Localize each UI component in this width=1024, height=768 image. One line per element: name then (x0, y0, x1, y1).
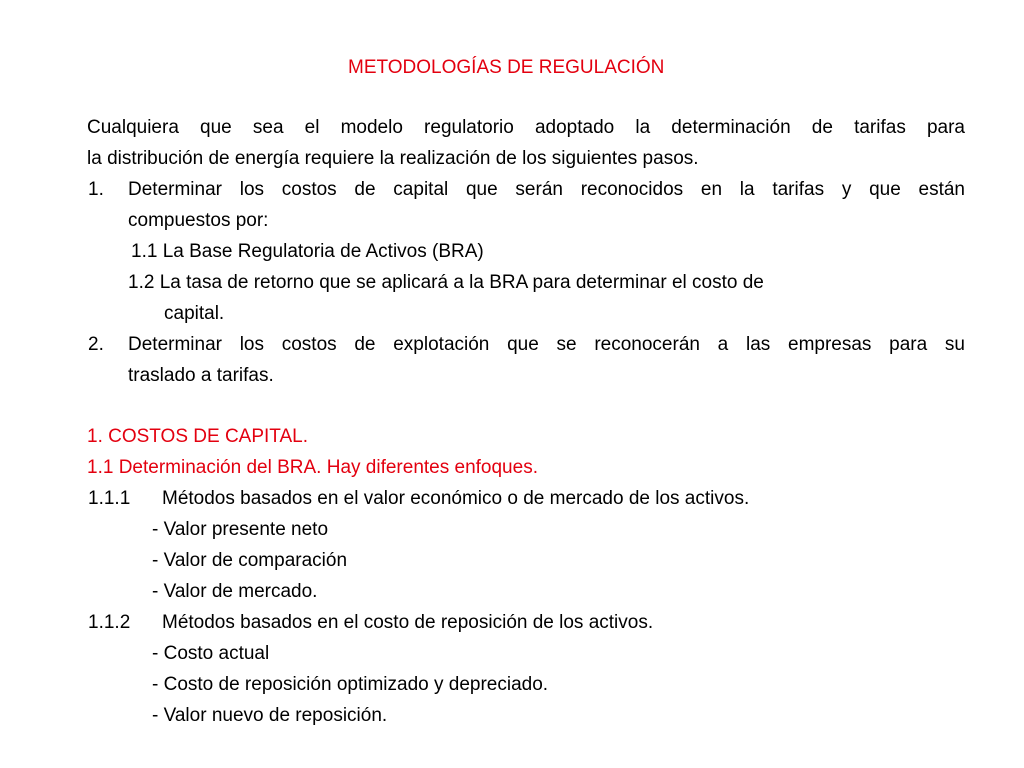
step-1-number: 1. (88, 179, 104, 200)
method-2-title: Métodos basados en el costo de reposición de los activos. (162, 612, 654, 633)
method-1-item-2: - Valor de comparación (152, 550, 348, 571)
intro-line-1: Cualquiera que sea el modelo regulatorio adoptado la determinación de tarifas para (87, 117, 965, 138)
step-1-line-1: Determinar los costos de capital que serán reconocidos en la tarifas y que están (128, 179, 965, 200)
section-subheading: 1.1 Determinación del BRA. Hay diferentes enfoques. (87, 457, 538, 478)
step-2-line-2: traslado a tarifas. (128, 365, 274, 386)
step-1-line-2: compuestos por: (128, 210, 269, 231)
method-1-number: 1.1.1 (88, 488, 131, 509)
method-2-item-2: - Costo de reposición optimizado y depreciado. (152, 674, 549, 695)
method-2-item-3: - Valor nuevo de reposición. (152, 705, 388, 726)
method-1-item-3: - Valor de mercado. (152, 581, 318, 602)
method-2-item-1: - Costo actual (152, 643, 270, 664)
step-2-number: 2. (88, 334, 104, 355)
method-1-item-1: - Valor presente neto (152, 519, 329, 540)
method-1-title: Métodos basados en el valor económico o de mercado de los activos. (162, 488, 750, 509)
step-2-line-1: Determinar los costos de explotación que se reconocerán a las empresas para su (128, 334, 965, 355)
section-heading: 1. COSTOS DE CAPITAL. (87, 426, 309, 447)
intro-line-2: la distribución de energía requiere la realización de los siguientes pasos. (87, 148, 699, 169)
step-1-sub-2-line-2: capital. (164, 303, 225, 324)
slide-title: METODOLOGÍAS DE REGULACIÓN (348, 57, 665, 78)
method-2-number: 1.1.2 (88, 612, 131, 633)
step-1-sub-1: 1.1 La Base Regulatoria de Activos (BRA) (131, 241, 484, 262)
step-1-sub-2-line-1: 1.2 La tasa de retorno que se aplicará a la BRA para determinar el costo de (128, 272, 764, 293)
